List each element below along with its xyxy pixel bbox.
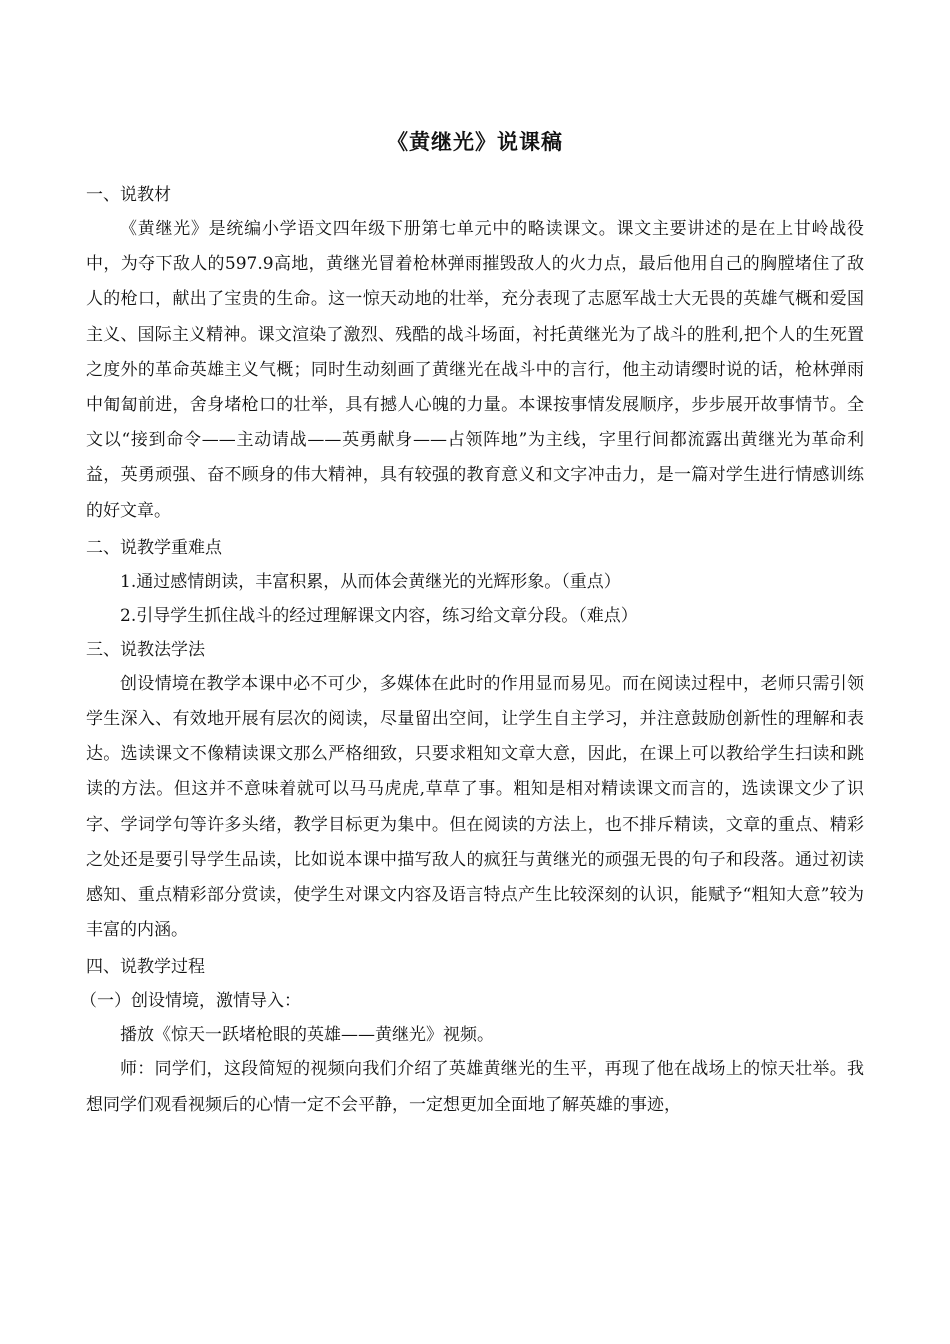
process-subheading: （一）创设情境，激情导入：	[80, 991, 301, 1012]
document-title: 《黄继光》说课稿	[387, 129, 563, 154]
section-heading-process: 四、说教学过程	[86, 957, 205, 978]
key-point-item: 1.通过感情朗读，丰富积累，从而体会黄继光的光辉形象。（重点）	[120, 571, 621, 592]
difficult-point-item: 2.引导学生抓住战斗的经过理解课文内容，练习给文章分段。（难点）	[120, 605, 638, 626]
section-heading-methods: 三、说教法学法	[86, 639, 205, 660]
process-video-line: 播放《惊天一跃堵枪眼的英雄——黄继光》视频。	[120, 1025, 494, 1046]
document-body	[80, 178, 864, 1123]
section-heading-key-points: 二、说教学重难点	[86, 537, 222, 558]
section-paragraph-textbook: 《黄继光》是统编小学语文四年级下册第七单元中的略读课文。课文主要讲述的是在上甘岭战役中，为夺下敌人的597.9高地，黄继光冒着枪林弹雨摧毁敌人的火力点，最后他用自己的胸膛堵住了敌人的枪口，献出了宝贵的生命。这一惊天动地的壮举，充分表现了志愿军战士大无畏的英雄气概和爱国主义、国际主义精神。课文渲染了激烈、残酷的战斗场面，衬托黄继光为了战斗的胜利,把个人的生死置之度外的革命英雄主义气概；同时生动刻画了黄继光在战斗中的言行，他主动请缨时说的话，枪林弹雨中匍匐前进，舍身堵枪口的壮举，具有撼人心魄的力量。本课按事情发展顺序，步步展开故事情节。全文以“接到命令——主动请战——英勇献身——占领阵地”为主线，字里行间都流露出黄继光为革命利益，英勇顽强、奋不顾身的伟大精神，具有较强的教育意义和文字冲击力，是一篇对学生进行情感训练的好文章。	[86, 219, 864, 521]
process-teacher-paragraph: 师：同学们，这段简短的视频向我们介绍了英雄黄继光的生平，再现了他在战场上的惊天壮举。我想同学们观看视频后的心情一定不会平静，一定想更加全面地了解英雄的事迹，	[86, 1059, 864, 1115]
section-paragraph-methods: 创设情境在教学本课中必不可少，多媒体在此时的作用显而易见。而在阅读过程中，老师只需引领学生深入、有效地开展有层次的阅读，尽量留出空间，让学生自主学习，并注意鼓励创新性的理解和表达。选读课文不像精读课文那么严格细致，只要求粗知文章大意，因此，在课上可以教给学生扫读和跳读的方法。但这并不意味着就可以马马虎虎,草草了事。粗知是相对精读课文而言的，选读课文少了识字、学词学句等许多头绪，教学目标更为集中。但在阅读的方法上，也不排斥精读，文章的重点、精彩之处还是要引导学生品读，比如说本课中描写敌人的疯狂与黄继光的顽强无畏的句子和段落。通过初读感知、重点精彩部分赏读，使学生对课文内容及语言特点产生比较深刻的认识，能赋予“粗知大意”较为丰富的内涵。	[86, 673, 864, 941]
section-heading-textbook: 一、说教材	[86, 185, 171, 205]
